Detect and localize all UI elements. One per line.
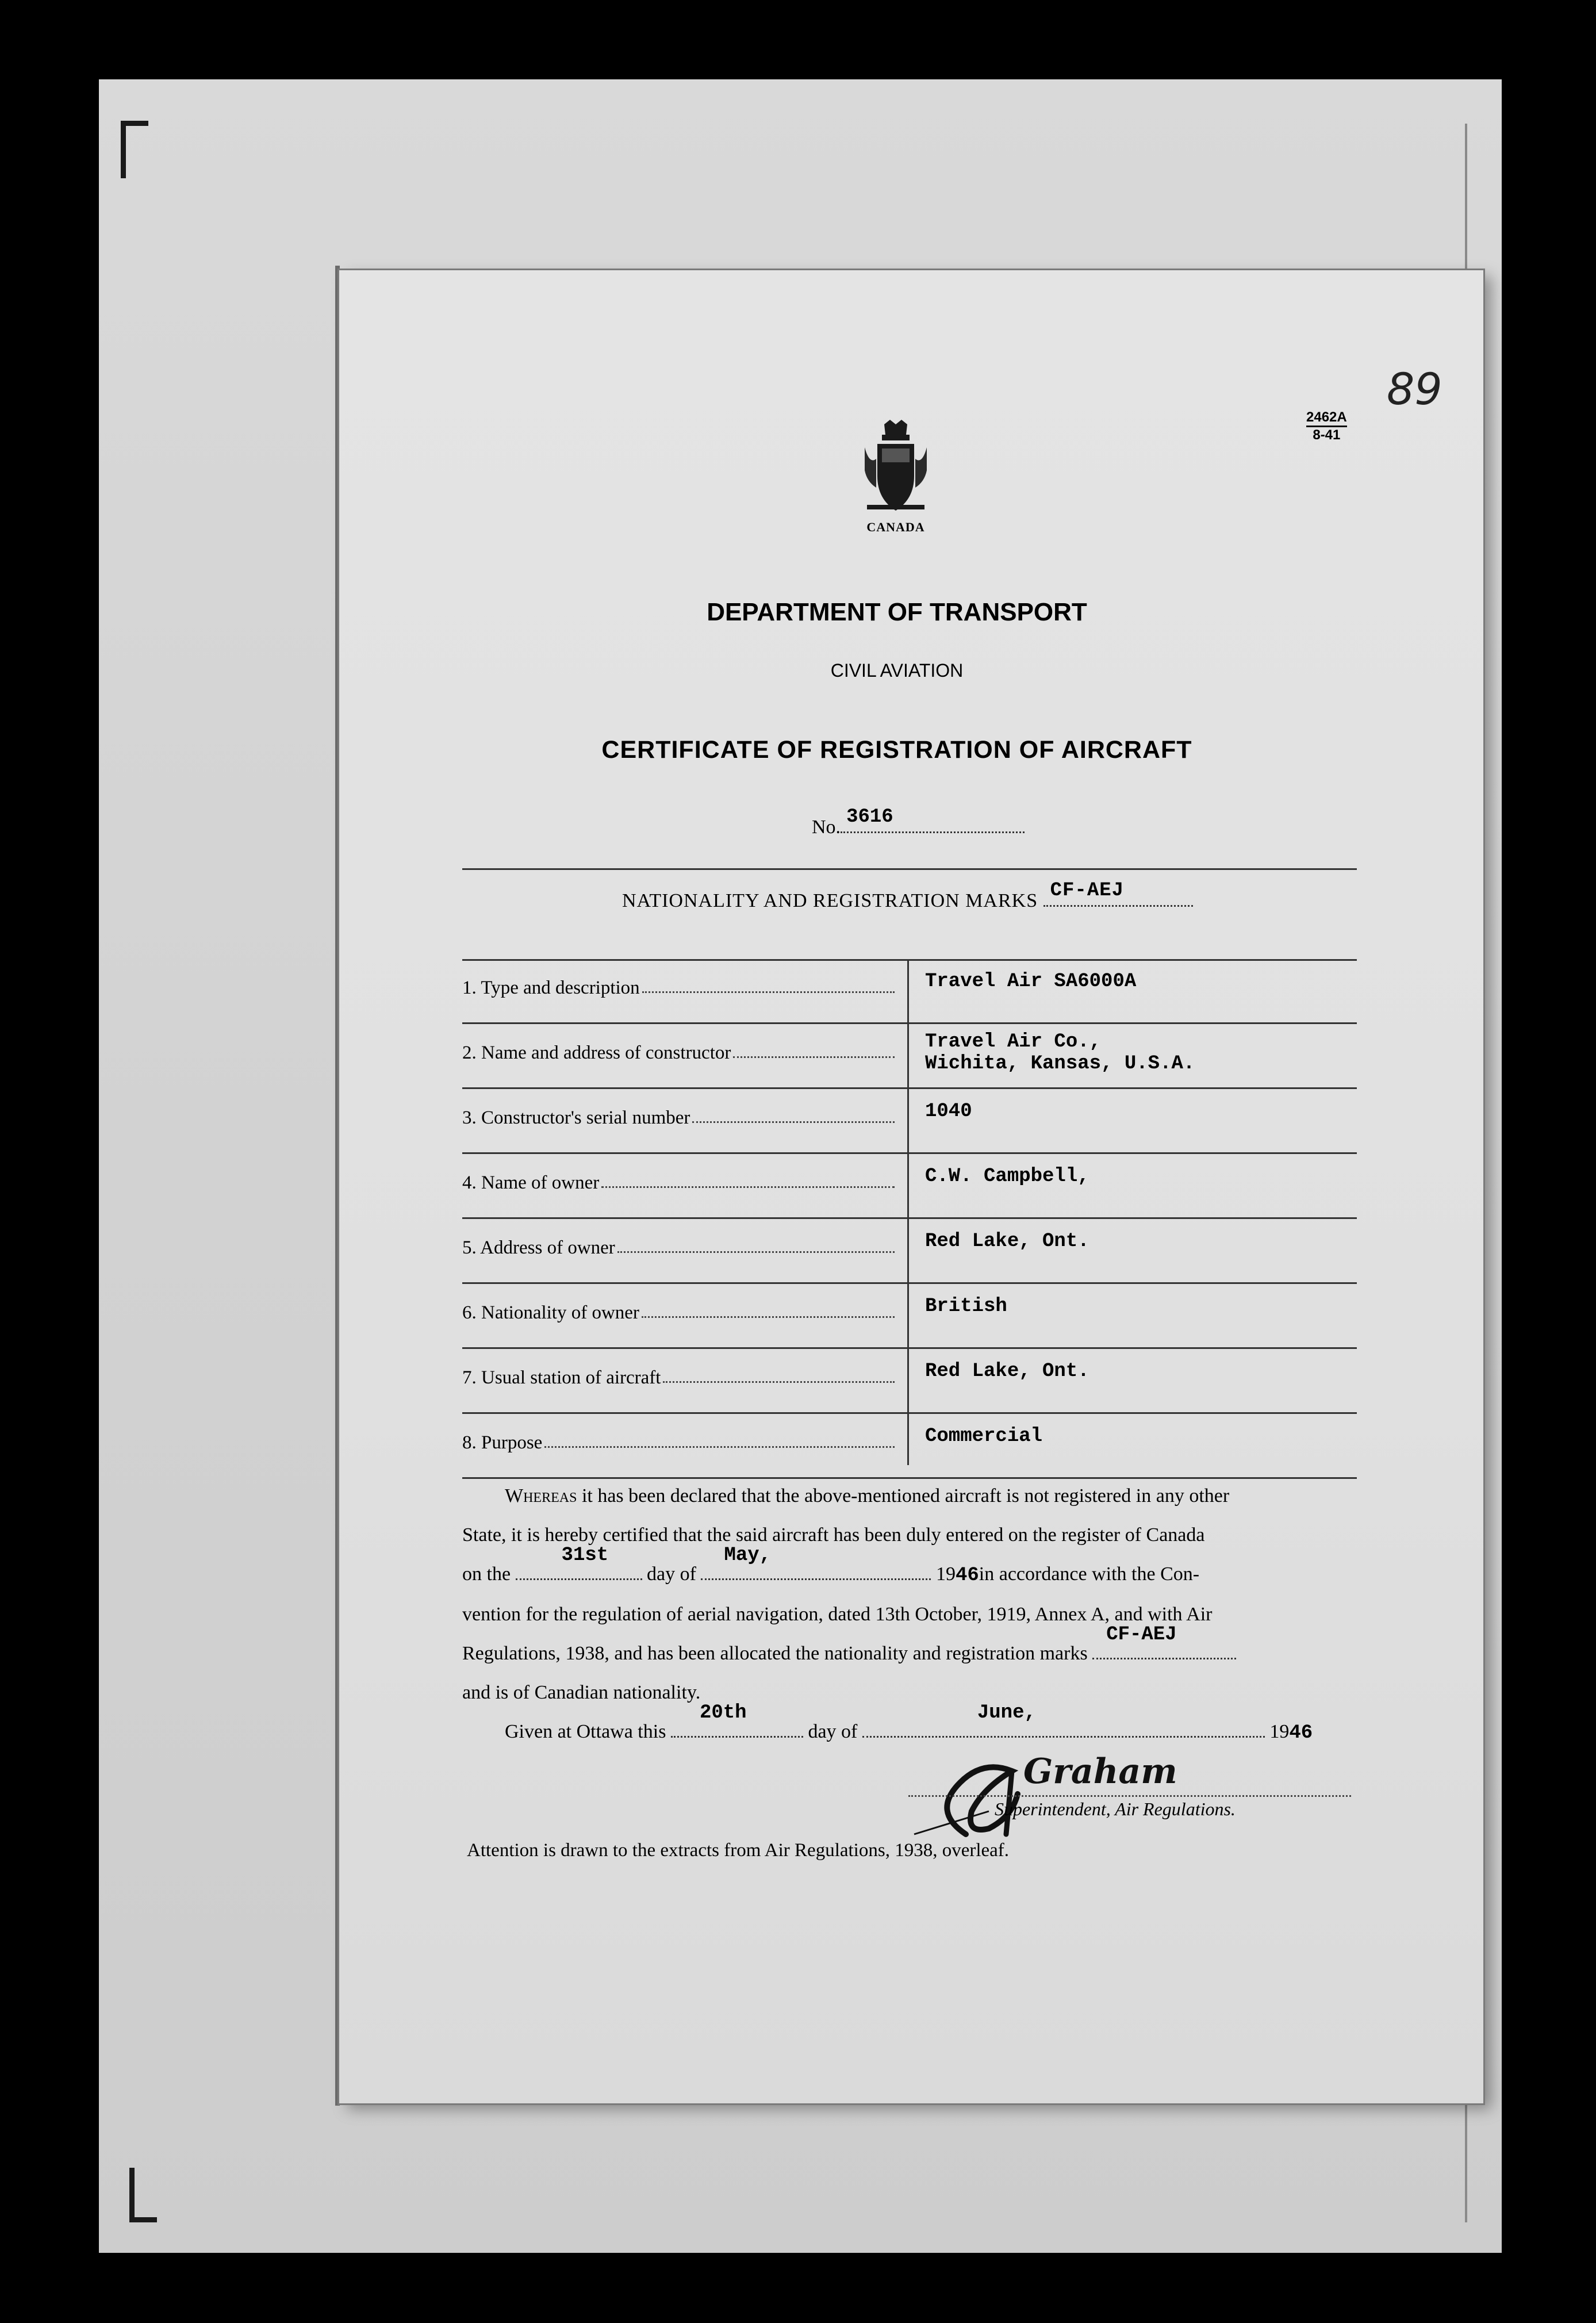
- aircraft-details-table: [462, 959, 1357, 1479]
- certificate-title: CERTIFICATE OF REGISTRATION OF AIRCRAFT: [601, 736, 1192, 764]
- registration-number-value: 3616: [846, 806, 893, 828]
- registration-year: 46: [955, 1565, 979, 1586]
- signatory-title: Superintendent, Air Regulations.: [995, 1799, 1236, 1819]
- field-value: Red Lake, Ont.: [925, 1230, 1089, 1252]
- field-label: 3. Constructor's serial number: [462, 1107, 690, 1128]
- field-value: 1040: [925, 1101, 972, 1122]
- country-label: CANADA: [866, 520, 925, 534]
- signature-line: [908, 1795, 1351, 1797]
- table-row: [462, 1154, 1357, 1219]
- registration-month: May,: [724, 1544, 772, 1566]
- given-day: 20th: [699, 1702, 747, 1724]
- table-row: [462, 1024, 1357, 1089]
- table-row: [462, 1089, 1357, 1154]
- body-line: Regulations, 1938, and has been allocated the nationality and registration marks: [462, 1643, 1088, 1664]
- field-value: Red Lake, Ont.: [925, 1360, 1089, 1382]
- field-value: Commercial: [925, 1425, 1043, 1447]
- registration-day: 31st: [561, 1544, 609, 1566]
- field-label: 5. Address of owner: [462, 1237, 615, 1258]
- frame-corner-mark: [121, 121, 126, 178]
- form-number-code: 2462A: [1306, 409, 1347, 427]
- frame-corner-mark: [129, 2168, 135, 2222]
- field-label: 8. Purpose: [462, 1432, 543, 1453]
- table-row: [462, 959, 1357, 1024]
- table-row: [462, 1219, 1357, 1284]
- given-day-of-label: day of: [808, 1721, 858, 1742]
- nationality-marks-value: CF-AEJ: [1050, 880, 1125, 902]
- table-row: [462, 1349, 1357, 1414]
- body-line: vention for the regulation of aerial navigation, dated 13th October, 1919, Annex A, and with Air: [462, 1604, 1213, 1625]
- given-prefix: Given at Ottawa this: [505, 1721, 666, 1742]
- field-label: 4. Name of owner: [462, 1172, 600, 1193]
- field-value: Travel Air SA6000A: [925, 971, 1137, 992]
- given-year-prefix: 19: [1269, 1721, 1290, 1742]
- field-label: 6. Nationality of owner: [462, 1302, 639, 1323]
- allocated-marks: CF-AEJ: [1106, 1624, 1177, 1646]
- body-line: and is of Canadian nationality.: [462, 1682, 701, 1703]
- table-row: [462, 1414, 1357, 1479]
- body-line: in accordance with the Con-: [979, 1563, 1200, 1585]
- body-line: it has been declared that the above-mentioned aircraft is not registered in any other: [581, 1485, 1230, 1506]
- field-label: 2. Name and address of constructor: [462, 1042, 731, 1063]
- field-label: 7. Usual station of aircraft: [462, 1367, 661, 1388]
- coat-of-arms-icon: [861, 419, 930, 516]
- certification-paragraph: [462, 1477, 1357, 1753]
- year-prefix: 19: [935, 1563, 956, 1585]
- field-label: 1. Type and description: [462, 977, 640, 998]
- whereas-word: Whereas: [505, 1485, 577, 1506]
- form-number: [1306, 409, 1347, 443]
- given-year: 46: [1289, 1722, 1313, 1744]
- nationality-marks: [622, 880, 1193, 912]
- registration-number-label: No.: [812, 816, 841, 838]
- day-of-label: day of: [647, 1563, 696, 1585]
- registration-number: [812, 806, 1025, 838]
- given-line: [462, 1702, 1357, 1753]
- table-row: [462, 1284, 1357, 1349]
- attention-note: Attention is drawn to the extracts from Air Regulations, 1938, overleaf.: [467, 1840, 1010, 1861]
- on-the-label: on the: [462, 1563, 511, 1585]
- field-value: C.W. Campbell,: [925, 1166, 1089, 1187]
- given-month: June,: [977, 1702, 1036, 1724]
- department-title: DEPARTMENT OF TRANSPORT: [707, 598, 1087, 626]
- divider-line: [462, 868, 1357, 870]
- form-number-date: 8-41: [1313, 427, 1341, 443]
- branch-title: CIVIL AVIATION: [830, 660, 964, 681]
- body-line: State, it is hereby certified that the said aircraft has been duly entered on the register of Canada: [462, 1524, 1205, 1546]
- frame-corner-mark: [129, 2217, 157, 2222]
- field-value: British: [925, 1295, 1007, 1317]
- field-value: Travel Air Co., Wichita, Kansas, U.S.A.: [925, 1031, 1195, 1075]
- signature-name: Graham: [1023, 1751, 1177, 1792]
- frame-corner-mark: [121, 121, 148, 126]
- nationality-marks-label: NATIONALITY AND REGISTRATION MARKS: [622, 890, 1038, 911]
- folio-number: 89: [1387, 363, 1442, 415]
